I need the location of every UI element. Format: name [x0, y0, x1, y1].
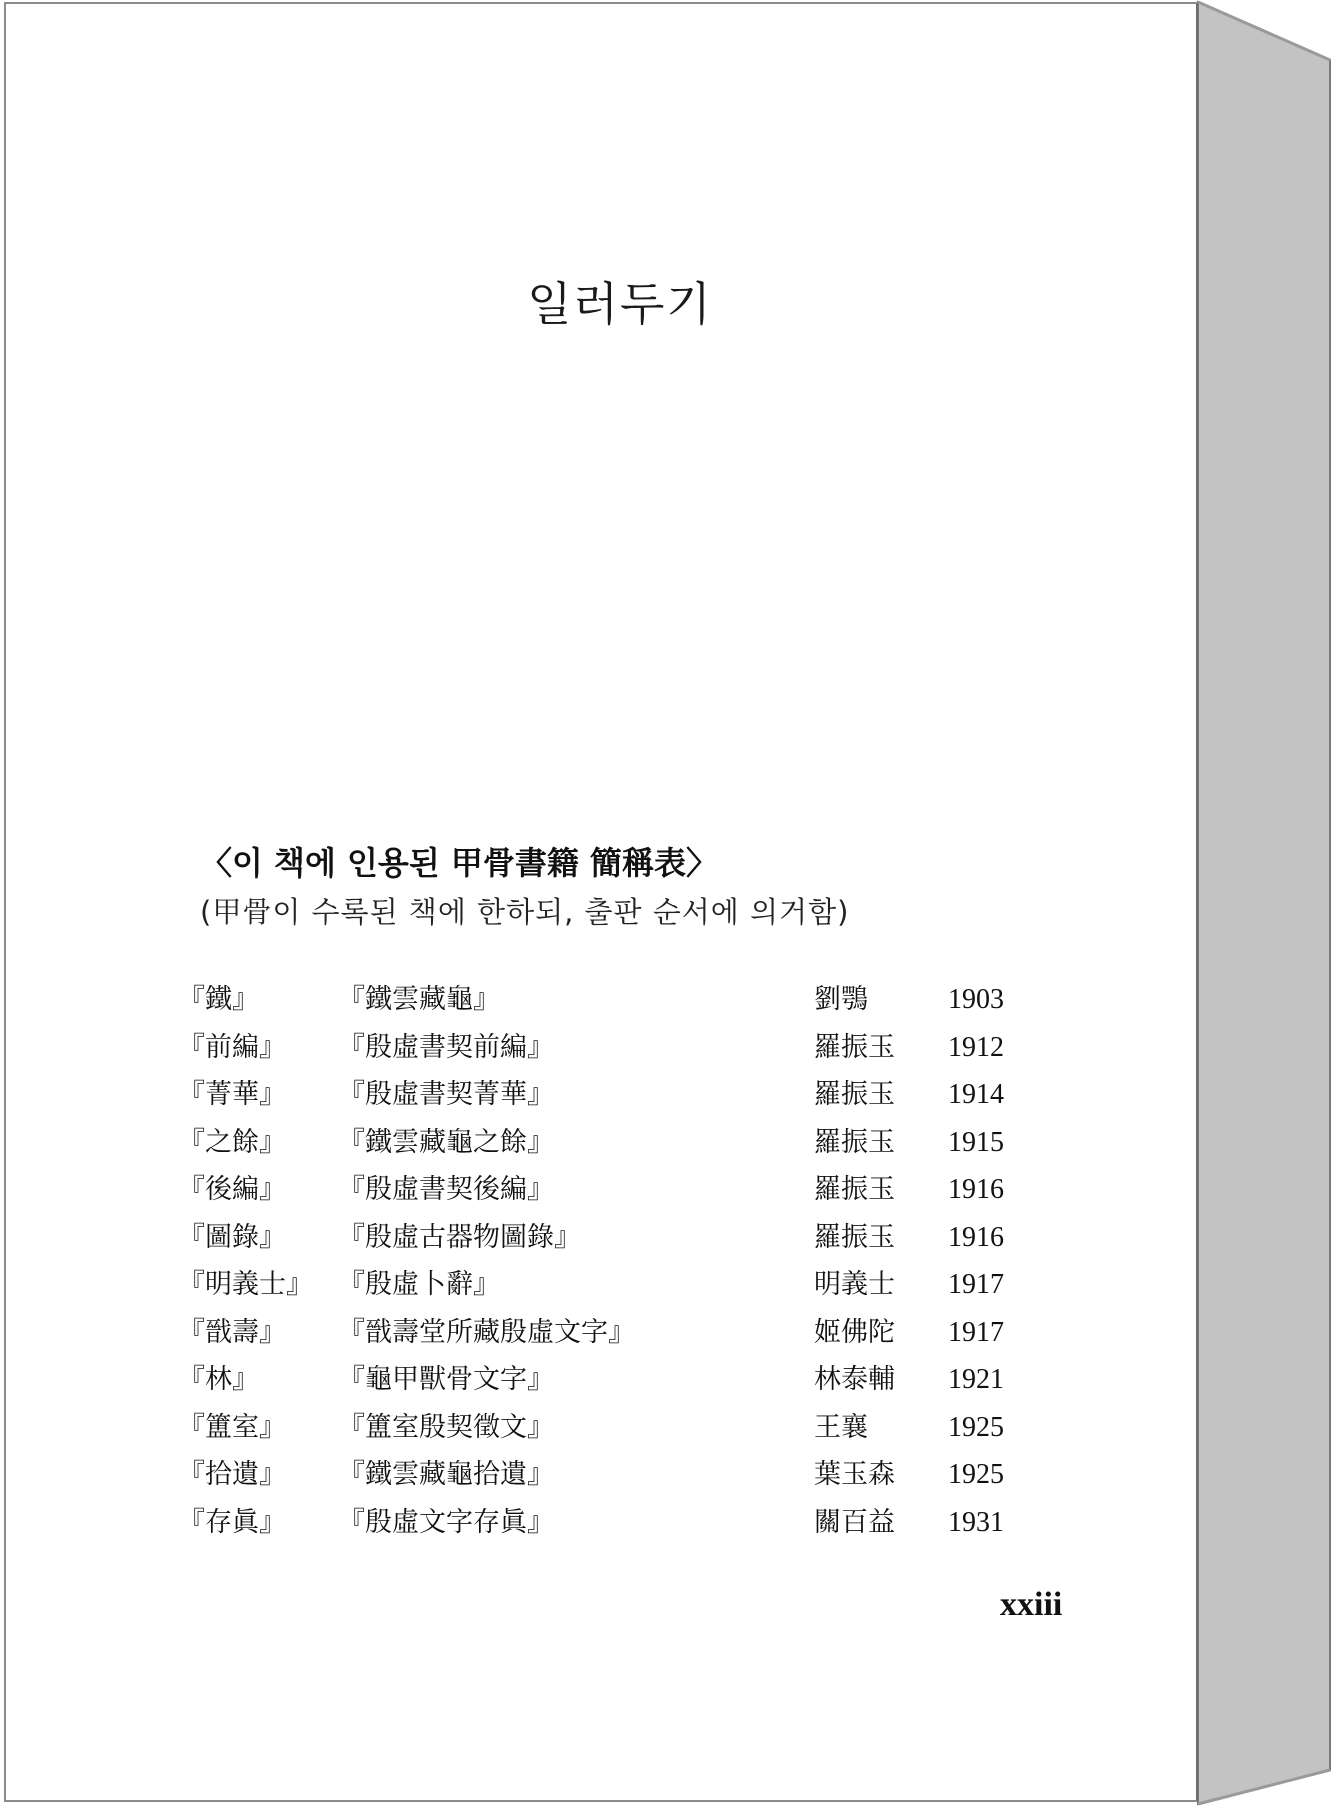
- book-title: 『殷虛書契菁華』: [338, 1079, 554, 1110]
- table-row: [178, 1404, 1038, 1452]
- book-author: 葉玉森: [814, 1459, 895, 1490]
- book-year: 1903: [948, 984, 1004, 1015]
- book-abbreviation: 『之餘』: [178, 1126, 286, 1158]
- table-row: [178, 1499, 1038, 1547]
- table-row: [178, 1166, 1038, 1214]
- table-row: [178, 1024, 1038, 1072]
- book-abbreviation: 『前編』: [178, 1031, 286, 1063]
- book-title: 『鐵雲藏龜』: [338, 984, 500, 1015]
- book-title: 『鐵雲藏龜之餘』: [338, 1126, 554, 1158]
- book-year: 1916: [948, 1174, 1004, 1205]
- book-author: 林泰輔: [814, 1364, 895, 1395]
- book-year: 1925: [948, 1459, 1004, 1490]
- book-author: 羅振玉: [814, 1174, 895, 1205]
- book-abbreviation: 『拾遺』: [178, 1459, 286, 1490]
- book-year: 1912: [948, 1031, 1004, 1063]
- table-row: [178, 1119, 1038, 1167]
- table-row: [178, 1309, 1038, 1357]
- table-note: (甲骨이 수록된 책에 한하되, 출판 순서에 의거함): [200, 895, 850, 929]
- book-year: 1921: [948, 1364, 1004, 1395]
- page-number: xxiii: [1000, 1586, 1063, 1623]
- book-author: 明義士: [814, 1269, 895, 1300]
- book-author: 關百益: [814, 1506, 895, 1538]
- book-author: 王襄: [814, 1411, 868, 1443]
- book-year: 1931: [948, 1506, 1004, 1538]
- book-author: 劉鶚: [814, 984, 868, 1015]
- abbreviation-table: [178, 976, 1038, 1546]
- book-year: 1917: [948, 1269, 1004, 1300]
- table-row: [178, 1214, 1038, 1262]
- book-title: 『殷虛文字存眞』: [338, 1506, 554, 1538]
- table-row: [178, 1451, 1038, 1499]
- book-title: 『殷虛古器物圖錄』: [338, 1221, 581, 1253]
- book-abbreviation: 『鐵』: [178, 984, 259, 1015]
- book-title: 『殷虛卜辭』: [338, 1269, 500, 1300]
- book-author: 羅振玉: [814, 1221, 895, 1253]
- book-title: 『簠室殷契徵文』: [338, 1411, 554, 1443]
- book-year: 1914: [948, 1079, 1004, 1110]
- book-title: 『殷虛書契前編』: [338, 1031, 554, 1063]
- page-title: 일러두기: [527, 277, 713, 331]
- book-year: 1916: [948, 1221, 1004, 1253]
- book-title: 『殷虛書契後編』: [338, 1174, 554, 1205]
- book-author: 羅振玉: [814, 1126, 895, 1158]
- table-row: [178, 1356, 1038, 1404]
- table-row: [178, 1261, 1038, 1309]
- book-year: 1915: [948, 1126, 1004, 1158]
- book-title: 『鐵雲藏龜拾遺』: [338, 1459, 554, 1490]
- book-abbreviation: 『戩壽』: [178, 1316, 286, 1348]
- book-author: 羅振玉: [814, 1079, 895, 1110]
- table-row: [178, 976, 1038, 1024]
- book-abbreviation: 『林』: [178, 1364, 259, 1395]
- book-abbreviation: 『明義士』: [178, 1269, 313, 1300]
- book-abbreviation: 『簠室』: [178, 1411, 286, 1443]
- table-row: [178, 1071, 1038, 1119]
- book-abbreviation: 『圖錄』: [178, 1221, 286, 1253]
- book-abbreviation: 『存眞』: [178, 1506, 286, 1538]
- book-author: 姬佛陀: [814, 1316, 895, 1348]
- table-heading: 〈이 책에 인용된 甲骨書籍 簡稱表〉: [200, 844, 719, 882]
- book-title: 『龜甲獸骨文字』: [338, 1364, 554, 1395]
- book-abbreviation: 『後編』: [178, 1174, 286, 1205]
- book-year: 1917: [948, 1316, 1004, 1348]
- book-year: 1925: [948, 1411, 1004, 1443]
- book-abbreviation: 『菁華』: [178, 1079, 286, 1110]
- book-title: 『戩壽堂所藏殷虛文字』: [338, 1316, 635, 1348]
- book-author: 羅振玉: [814, 1031, 895, 1063]
